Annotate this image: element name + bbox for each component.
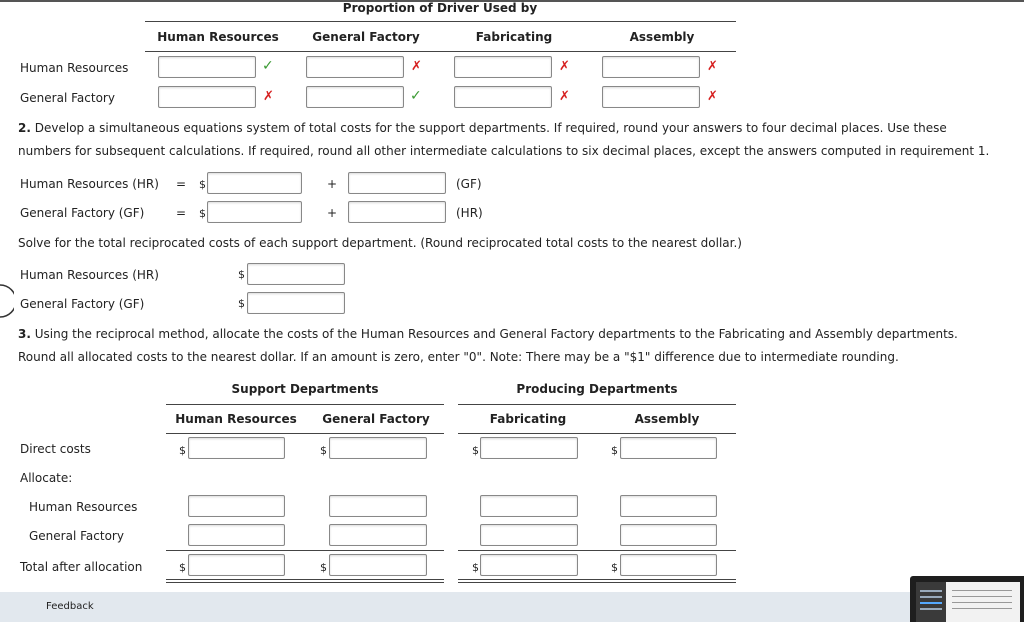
part2-text: Develop a simultaneous equations system of total costs for the support departments. If required, round your answers to four decimal places. Use these numbers for subsequent calculations. If required, round all other intermediate calculations to six decimal places, except the answers computed in requirement 1. — [18, 121, 990, 158]
feedback-label: Feedback — [46, 601, 94, 612]
subtotal-rule-producing — [458, 550, 736, 551]
direct-fab-input[interactable] — [480, 437, 578, 459]
alloc-gf-gf-input[interactable] — [329, 524, 427, 546]
dollar-sign: $ — [179, 561, 186, 574]
dollar-sign: $ — [611, 561, 618, 574]
eq-hr-proportion-input[interactable] — [348, 172, 446, 194]
check-icon: ✓ — [262, 58, 274, 74]
part3-text: Using the reciprocal method, allocate the costs of the Human Resources and General Factory departments to the Fabricating and Assembly departments. Round all allocated costs to the nearest dollar. If an amount is zero, enter "0". Note: There may be a "$1" difference due to intermediate rounding. — [18, 327, 958, 364]
alloc-gf-asm-input[interactable] — [620, 524, 717, 546]
x-mark-icon: ✗ — [707, 59, 718, 74]
eq-hr-dollar: $ — [199, 178, 206, 191]
total-gf-dollar: $ — [238, 297, 245, 310]
total-hr-label: Human Resources (HR) — [20, 268, 159, 282]
p1-gf-fab-input[interactable] — [454, 86, 552, 108]
alloc-hr-hr-input[interactable] — [188, 495, 285, 517]
total-hr-alloc-input[interactable] — [188, 554, 285, 576]
alloc-gf-fab-input[interactable] — [480, 524, 578, 546]
eq-hr-cost-input[interactable] — [207, 172, 302, 194]
total-double-rule-support — [166, 579, 444, 583]
p1-hr-gf-input[interactable] — [306, 56, 404, 78]
p3-col-asm: Assembly — [634, 412, 700, 426]
total-asm-alloc-input[interactable] — [620, 554, 717, 576]
dollar-sign: $ — [320, 444, 327, 457]
p1-gf-hr-input[interactable] — [158, 86, 256, 108]
eq-hr-label: Human Resources (HR) — [20, 177, 159, 191]
part1-col-fab: Fabricating — [475, 30, 553, 44]
p1-hr-asm-input[interactable] — [602, 56, 700, 78]
part1-super-header: Proportion of Driver Used by — [342, 1, 538, 15]
eq-gf-cost-input[interactable] — [207, 201, 302, 223]
total-double-rule-producing — [458, 579, 736, 583]
part2-number: 2. — [18, 121, 31, 135]
p1-hr-fab-input[interactable] — [454, 56, 552, 78]
total-gf-alloc-input[interactable] — [329, 554, 427, 576]
p3-col-fab: Fabricating — [489, 412, 567, 426]
alloc-hr-gf-input[interactable] — [329, 495, 427, 517]
total-fab-alloc-input[interactable] — [480, 554, 578, 576]
direct-gf-input[interactable] — [329, 437, 427, 459]
row-allocate-gf: General Factory — [29, 529, 124, 543]
eq-hr-equals: = — [176, 177, 187, 191]
part1-row-label-gf: General Factory — [20, 91, 115, 105]
feedback-bar[interactable] — [0, 592, 910, 622]
dollar-sign: $ — [472, 561, 479, 574]
check-icon: ✓ — [410, 88, 422, 104]
eq-gf-label: General Factory (GF) — [20, 206, 145, 220]
x-mark-icon: ✗ — [263, 89, 274, 104]
dollar-sign: $ — [472, 444, 479, 457]
row-allocate: Allocate: — [20, 471, 73, 485]
row-total-after-allocation: Total after allocation — [20, 560, 143, 574]
total-hr-dollar: $ — [238, 268, 245, 281]
dollar-sign: $ — [320, 561, 327, 574]
total-gf-label: General Factory (GF) — [20, 297, 145, 311]
row-allocate-hr: Human Resources — [29, 500, 138, 514]
x-mark-icon: ✗ — [559, 89, 570, 104]
producing-group-rule — [458, 404, 736, 405]
part3-instructions — [18, 323, 998, 369]
part1-col-hr: Human Resources — [157, 30, 279, 44]
part1-header-rule-bottom — [145, 51, 736, 52]
support-col-rule — [166, 433, 444, 434]
part1-header-rule-top — [145, 21, 736, 22]
eq-gf-suffix: (HR) — [456, 206, 483, 220]
x-mark-icon: ✗ — [707, 89, 718, 104]
eq-gf-plus: + — [327, 206, 338, 220]
eq-hr-suffix: (GF) — [456, 177, 482, 191]
direct-hr-input[interactable] — [188, 437, 285, 459]
eq-hr-plus: + — [327, 177, 338, 191]
alloc-hr-asm-input[interactable] — [620, 495, 717, 517]
support-group-rule — [166, 404, 444, 405]
eq-gf-dollar: $ — [199, 207, 206, 220]
eq-gf-equals: = — [176, 206, 187, 220]
total-hr-input[interactable] — [247, 263, 345, 285]
eq-gf-proportion-input[interactable] — [348, 201, 446, 223]
row-direct-costs: Direct costs — [20, 442, 91, 456]
x-mark-icon: ✗ — [411, 59, 422, 74]
p1-gf-gf-input[interactable] — [306, 86, 404, 108]
x-mark-icon: ✗ — [559, 59, 570, 74]
p1-gf-asm-input[interactable] — [602, 86, 700, 108]
p1-hr-hr-input[interactable] — [158, 56, 256, 78]
part2-instructions — [18, 117, 998, 163]
dollar-sign: $ — [611, 444, 618, 457]
support-departments-header: Support Departments — [231, 382, 379, 396]
solve-instructions: Solve for the total reciprocated costs of each support department. (Round reciprocated total costs to the nearest dollar.) — [18, 236, 742, 250]
alloc-hr-fab-input[interactable] — [480, 495, 578, 517]
producing-departments-header: Producing Departments — [516, 382, 678, 396]
alloc-gf-hr-input[interactable] — [188, 524, 285, 546]
subtotal-rule-support — [166, 550, 444, 551]
part3-number: 3. — [18, 327, 31, 341]
part1-col-asm: Assembly — [629, 30, 695, 44]
direct-asm-input[interactable] — [620, 437, 717, 459]
p3-col-hr: Human Resources — [175, 412, 297, 426]
total-gf-input[interactable] — [247, 292, 345, 314]
producing-col-rule — [458, 433, 736, 434]
part1-row-label-hr: Human Resources — [20, 61, 129, 75]
dollar-sign: $ — [179, 444, 186, 457]
p3-col-gf: General Factory — [322, 412, 430, 426]
step-marker-icon — [0, 283, 14, 319]
part1-col-gf: General Factory — [312, 30, 420, 44]
preview-thumbnail[interactable] — [910, 576, 1024, 622]
